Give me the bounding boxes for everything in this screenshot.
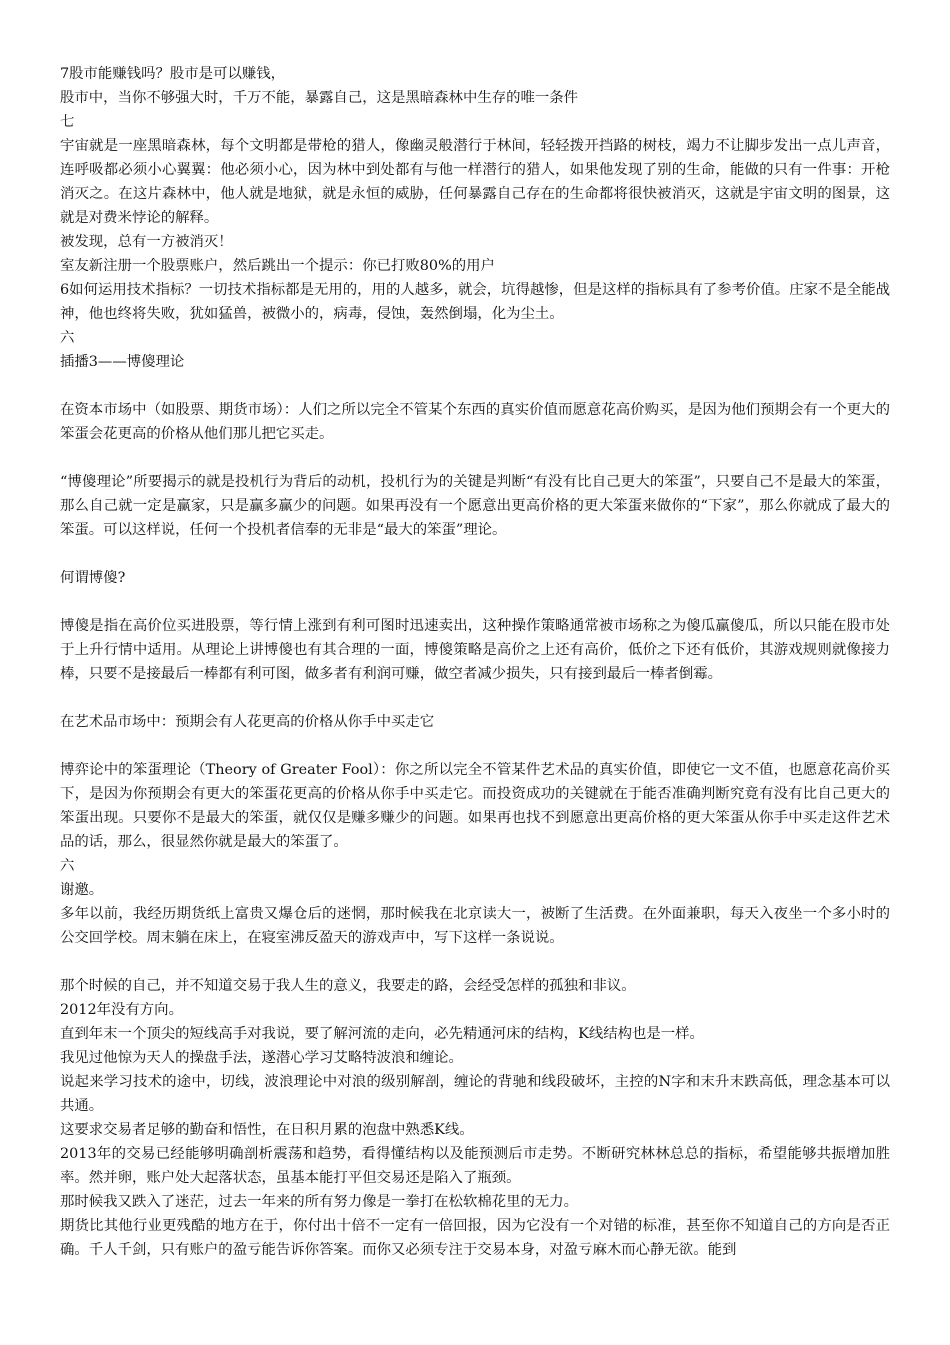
- paragraph: 股市中，当你不够强大时，千万不能，暴露自己，这是黑暗森林中生存的唯一条件: [60, 90, 579, 106]
- blank-line: [60, 374, 890, 398]
- paragraph: 插播3——博傻理论: [60, 354, 185, 370]
- paragraph: 那时候我又跌入了迷茫，过去一年来的所有努力像是一拳打在松软棉花里的无力。: [60, 1194, 579, 1210]
- paragraph: 期货比其他行业更残酷的地方在于，你付出十倍不一定有一倍回报，因为它没有一个对错的标准，甚至你不知道自己的方向是否正确。千人千剑，只有账户的盈亏能告诉你答案。而你又必须专注于交易本身，对盈亏麻木而心静无欲。能到: [60, 1218, 890, 1258]
- blank-line: [60, 590, 890, 614]
- paragraph: 这要求交易者足够的勤奋和悟性，在日积月累的泡盘中熟悉K线。: [60, 1122, 474, 1138]
- paragraph: 谢邀。: [60, 882, 104, 898]
- paragraph: 宇宙就是一座黑暗森林，每个文明都是带枪的猎人，像幽灵般潜行于林间，轻轻拨开挡路的树枝，竭力不让脚步发出一点儿声音，连呼吸都必须小心翼翼：他必须小心，因为林中到处都有与他一样潜行的猎人，如果他发现了别的生命，能做的只有一件事：开枪消灭之。在这片森林中，他人就是地狱，就是永恒的威胁，任何暴露自己存在的生命都将很快被消灭，这就是宇宙文明的图景，这就是对费米悖论的解释。: [60, 138, 890, 226]
- paragraph: 那个时候的自己，并不知道交易于我人生的意义，我要走的路，会经受怎样的孤独和非议。: [60, 978, 636, 994]
- paragraph: 博弈论中的笨蛋理论（Theory of Greater Fool）：你之所以完全不管某件艺术品的真实价值，即使它一文不值，也愿意花高价买下，是因为你预期会有更大的笨蛋花更高的价格从你手中买走它。而投资成功的关键就在于能否准确判断究竟有没有比自己更大的笨蛋出现。只要你不是最大的笨蛋，就仅仅是赚多赚少的问题。如果再也找不到愿意出更高价格的更大笨蛋从你手中买走这件艺术品的话，那么，很显然你就是最大的笨蛋了。: [60, 762, 890, 850]
- paragraph: 7股市能赚钱吗？股市是可以赚钱，: [60, 66, 286, 82]
- paragraph: 六: [60, 858, 75, 874]
- blank-line: [60, 686, 890, 710]
- paragraph: 七: [60, 114, 75, 130]
- blank-line: [60, 950, 890, 974]
- paragraph: “博傻理论”所要揭示的就是投机行为背后的动机，投机行为的关键是判断“有没有比自己更大的笨蛋”，只要自己不是最大的笨蛋，那么自己就一定是赢家，只是赢多赢少的问题。如果再没有一个愿意出更高价格的更大笨蛋来做你的“下家”，那么你就成了最大的笨蛋。可以这样说，任何一个投机者信奉的无非是“最大的笨蛋”理论。: [60, 474, 890, 538]
- paragraph: 多年以前，我经历期货纸上富贵又爆仓后的迷惘，那时候我在北京读大一，被断了生活费。在外面兼职，每天入夜坐一个多小时的公交回学校。周末躺在床上，在寝室沸反盈天的游戏声中，写下这样一条说说。: [60, 906, 890, 946]
- paragraph: 我见过他惊为天人的操盘手法，遂潜心学习艾略特波浪和缠论。: [60, 1050, 463, 1066]
- paragraph: 六: [60, 330, 75, 346]
- paragraph: 2012年没有方向。: [60, 1002, 183, 1018]
- blank-line: [60, 446, 890, 470]
- paragraph: 直到年末一个顶尖的短线高手对我说，要了解河流的走向，必先精通河床的结构，K线结构也是一样。: [60, 1026, 704, 1042]
- document-body: [60, 62, 890, 1262]
- paragraph: 6如何运用技术指标？一切技术指标都是无用的，用的人越多，就会，坑得越惨，但是这样的指标具有了参考价值。庄家不是全能战神，他也终将失败，犹如猛兽，被微小的，病毒，侵蚀，轰然倒塌，化为尘土。: [60, 282, 890, 322]
- blank-line: [60, 734, 890, 758]
- paragraph: 博傻是指在高价位买进股票，等行情上涨到有利可图时迅速卖出，这种操作策略通常被市场称之为傻瓜赢傻瓜，所以只能在股市处于上升行情中适用。从理论上讲博傻也有其合理的一面，博傻策略是高价之上还有高价，低价之下还有低价，其游戏规则就像接力棒，只要不是接最后一棒都有利可图，做多者有利润可赚，做空者减少损失，只有接到最后一棒者倒霉。: [60, 618, 890, 682]
- paragraph: 被发现，总有一方被消灭！: [60, 234, 233, 250]
- blank-line: [60, 542, 890, 566]
- paragraph: 2013年的交易已经能够明确剖析震荡和趋势，看得懂结构以及能预测后市走势。不断研究林林总总的指标，希望能够共振增加胜率。然并卵，账户处大起落状态，虽基本能打平但交易还是陷入了瓶颈。: [60, 1146, 890, 1186]
- paragraph: 说起来学习技术的途中，切线，波浪理论中对浪的级别解剖，缠论的背驰和线段破坏，主控的N字和末升末跌高低，理念基本可以共通。: [60, 1074, 890, 1114]
- paragraph: 何谓博傻?: [60, 570, 126, 586]
- paragraph: 在资本市场中（如股票、期货市场）：人们之所以完全不管某个东西的真实价值而愿意花高价购买，是因为他们预期会有一个更大的笨蛋会花更高的价格从他们那儿把它买走。: [60, 402, 890, 442]
- paragraph: 室友新注册一个股票账户，然后跳出一个提示：你已打败80%的用户: [60, 258, 495, 274]
- paragraph: 在艺术品市场中：预期会有人花更高的价格从你手中买走它: [60, 714, 435, 730]
